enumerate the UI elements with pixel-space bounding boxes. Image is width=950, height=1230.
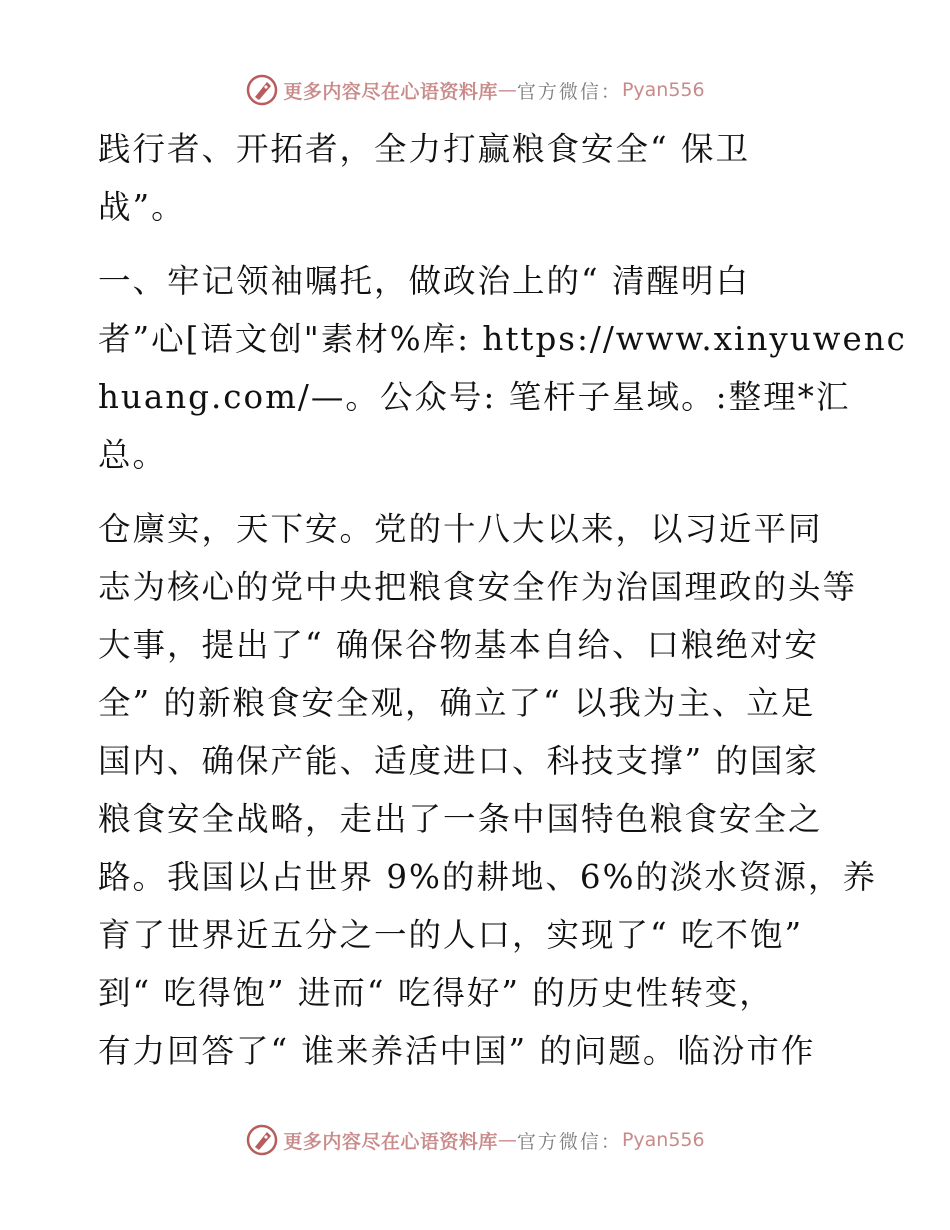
- watermark-separator: —: [497, 79, 517, 101]
- footer-watermark: [0, 1120, 950, 1160]
- pen-nib-logo-icon: [245, 1123, 279, 1157]
- text-line: 战”。: [98, 188, 186, 226]
- paragraph-gap: [98, 236, 858, 252]
- text-line: 到“ 吃得饱” 进而“ 吃得好” 的历史性转变，: [98, 974, 774, 1012]
- text-line: 志为核心的党中央把粮食安全作为治国理政的头等: [98, 568, 858, 606]
- text-line: 全” 的新粮食安全观，确立了“ 以我为主、立足: [98, 684, 816, 722]
- text-line: 大事，提出了“ 确保谷物基本自给、口粮绝对安: [98, 626, 819, 664]
- paragraph-1: [98, 120, 858, 236]
- text-line: 一、牢记领袖嘱托，做政治上的“ 清醒明白: [98, 262, 750, 300]
- text-line: 践行者、开拓者，全力打赢粮食安全“ 保卫: [98, 130, 750, 168]
- watermark-main-text: 更多内容尽在心语资料库: [283, 80, 498, 103]
- text-line: 仓廪实，天下安。党的十八大以来，以习近平同: [98, 510, 823, 548]
- watermark-main-text: 更多内容尽在心语资料库: [283, 1130, 498, 1153]
- document-body: [98, 120, 907, 1080]
- watermark-wechat-id: Pyan556: [621, 79, 705, 101]
- text-line: 者”心[语文创"素材%库: https://www.xinyuwenc: [98, 320, 907, 358]
- paragraph-3: [98, 500, 877, 1080]
- pen-nib-logo-icon: [245, 73, 279, 107]
- watermark-wechat-label: 官方微信：: [516, 1130, 622, 1153]
- watermark-wechat-label: 官方微信：: [516, 80, 622, 103]
- header-watermark: [0, 70, 950, 110]
- watermark-separator: —: [497, 1129, 517, 1151]
- text-line: 粮食安全战略，走出了一条中国特色粮食安全之: [98, 800, 823, 838]
- paragraph-gap: [98, 484, 858, 500]
- text-line: 有力回答了“ 谁来养活中国” 的问题。临汾市作: [98, 1032, 816, 1070]
- text-line: 路。我国以占世界 9%的耕地、6%的淡水资源，养: [98, 858, 877, 896]
- text-line: huang.com/—。公众号: 笔杆子星域。:整理*汇: [98, 378, 851, 416]
- paragraph-2: [98, 252, 907, 484]
- text-line: 国内、确保产能、适度进口、科技支撑” 的国家: [98, 742, 819, 780]
- text-line: 育了世界近五分之一的人口，实现了“ 吃不饱”: [98, 916, 804, 954]
- text-line: 总。: [98, 436, 168, 474]
- watermark-wechat-id: Pyan556: [621, 1129, 705, 1151]
